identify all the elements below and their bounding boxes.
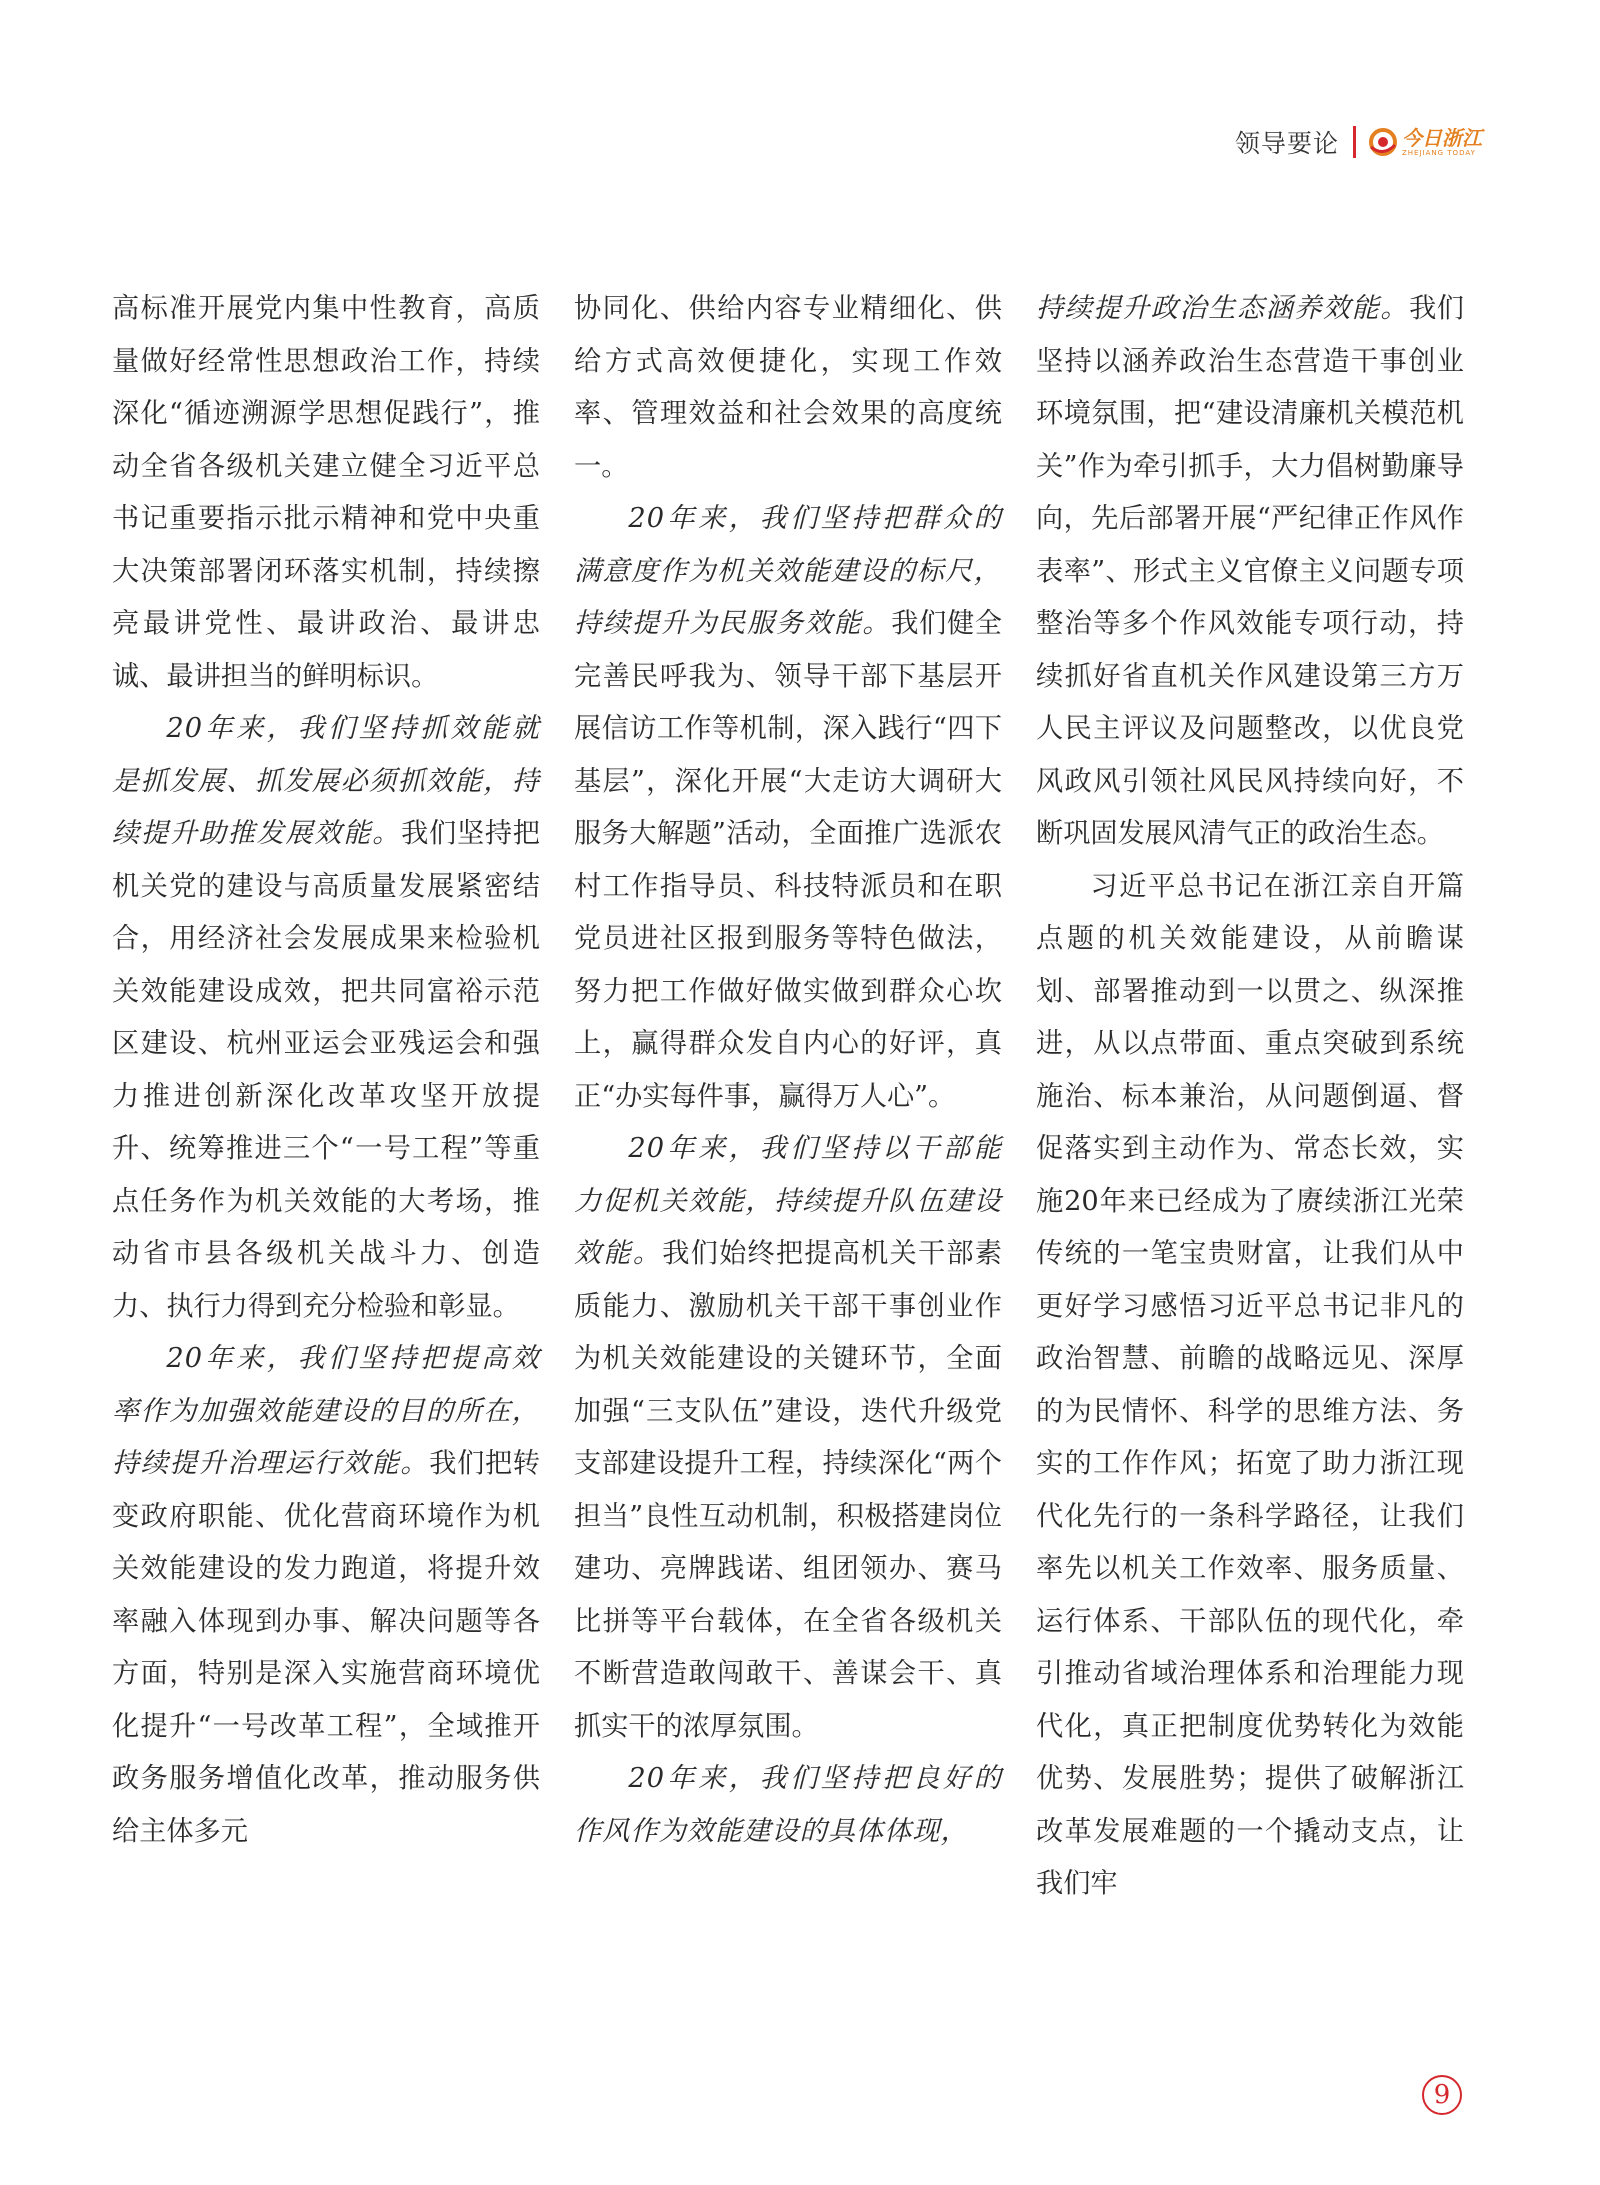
paragraph-body: 我们坚持把机关党的建设与高质量发展紧密结合，用经济社会发展成果来检验机关效能建设成效，把共同富裕示范区建设、杭州亚运会亚残运会和强力推进创新深化改革攻坚开放提升、统筹推进三个“一号工程”等重点任务作为机关效能的大考场，推动省市县各级机关战斗力、创造力、执行力得到充分检验和彰显。 (112, 818, 540, 1322)
section-label: 领导要论 (1234, 129, 1339, 158)
paragraph-body: 我们始终把提高机关干部素质能力、激励机关干部干事创业作为机关效能建设的关键环节，全面加强“三支队伍”建设，迭代升级党支部建设提升工程，持续深化“两个担当”良性互动机制，积极搭建岗位建功、亮牌践诺、组团领办、赛马比拼等平台载体，在全省各级机关不断营造敢闯敢干、善谋会干、真抓实干的浓厚氛围。 (574, 1238, 1002, 1742)
paragraph (574, 493, 1002, 1123)
paragraph-lead: 持续提升政治生态涵养效能。 (1036, 293, 1410, 324)
logo-english-text: ZHEJIANG TODAY (1402, 148, 1476, 157)
paragraph-lead: 20年来，我们坚持把良好的作风作为效能建设的具体体现， (574, 1763, 1002, 1847)
paragraph-lead: 20年来，我们坚持把群众的满意度作为机关效能建设的标尺，持续提升为民服务效能。 (574, 503, 1002, 639)
paragraph-lead: 20年来，我们坚持以干部能力促机关效能，持续提升队伍建设效能。 (574, 1133, 1002, 1269)
text-column-1 (112, 283, 540, 1858)
page-header (1235, 120, 1482, 164)
paragraph: 协同化、供给内容专业精细化、供给方式高效便捷化，实现工作效率、管理效益和社会效果的高度统一。 (574, 293, 1002, 482)
paragraph (1036, 283, 1464, 861)
paragraph-body: 我们健全完善民呼我为、领导干部下基层开展信访工作等机制，深入践行“四下基层”，深化开展“大走访大调研大服务大解题”活动，全面推广选派农村工作指导员、科技特派员和在职党员进社区报到服务等特色做法，努力把工作做好做实做到群众心坎上，赢得群众发自内心的好评，真正“办实每件事，赢得万人心”。 (574, 608, 1002, 1112)
paragraph (112, 703, 540, 1333)
magazine-logo (1368, 127, 1482, 157)
paragraph (574, 1753, 1002, 1858)
page-number: 9 (1422, 2075, 1462, 2115)
paragraph (112, 1333, 540, 1858)
text-column-2 (574, 283, 1002, 1858)
logo-swirl-icon (1368, 127, 1398, 157)
paragraph-lead: 20年来，我们坚持把提高效率作为加强效能建设的目的所在，持续提升治理运行效能。 (112, 1343, 540, 1479)
paragraph: 高标准开展党内集中性教育，高质量做好经常性思想政治工作，持续深化“循迹溯源学思想促践行”，推动全省各级机关建立健全习近平总书记重要指示批示精神和党中央重大决策部署闭环落实机制，持续擦亮最讲党性、最讲政治、最讲忠诚、最讲担当的鲜明标识。 (112, 293, 540, 692)
paragraph-lead: 20年来，我们坚持抓效能就是抓发展、抓发展必须抓效能，持续提升助推发展效能。 (112, 713, 540, 849)
logo-chinese-text: 今日浙江 (1402, 125, 1482, 150)
paragraph-body: 我们坚持以涵养政治生态营造干事创业环境氛围，把“建设清廉机关模范机关”作为牵引抓手，大力倡树勤廉导向，先后部署开展“严纪律正作风作表率”、形式主义官僚主义问题专项整治等多个作风效能专项行动，持续抓好省直机关作风建设第三方万人民主评议及问题整改，以优良党风政风引领社风民风持续向好，不断巩固发展风清气正的政治生态。 (1036, 293, 1464, 849)
paragraph (574, 1123, 1002, 1753)
text-column-3 (1036, 283, 1464, 1911)
paragraph-body: 我们把转变政府职能、优化营商环境作为机关效能建设的发力跑道，将提升效率融入体现到办事、解决问题等各方面，特别是深入实施营商环境优化提升“一号改革工程”，全域推开政务服务增值化改革，推动服务供给主体多元 (112, 1448, 540, 1847)
paragraph: 习近平总书记在浙江亲自开篇点题的机关效能建设，从前瞻谋划、部署推动到一以贯之、纵深推进，从以点带面、重点突破到系统施治、标本兼治，从问题倒逼、督促落实到主动作为、常态长效，实施20年来已经成为了赓续浙江光荣传统的一笔宝贵财富，让我们从中更好学习感悟习近平总书记非凡的政治智慧、前瞻的战略远见、深厚的为民情怀、科学的思维方法、务实的工作作风；拓宽了助力浙江现代化先行的一条科学路径，让我们率先以机关工作效率、服务质量、运行体系、干部队伍的现代化，牵引推动省域治理体系和治理能力现代化，真正把制度优势转化为效能优势、发展胜势；提供了破解浙江改革发展难题的一个撬动支点，让我们牢 (1036, 870, 1464, 1899)
header-divider (1353, 126, 1356, 158)
